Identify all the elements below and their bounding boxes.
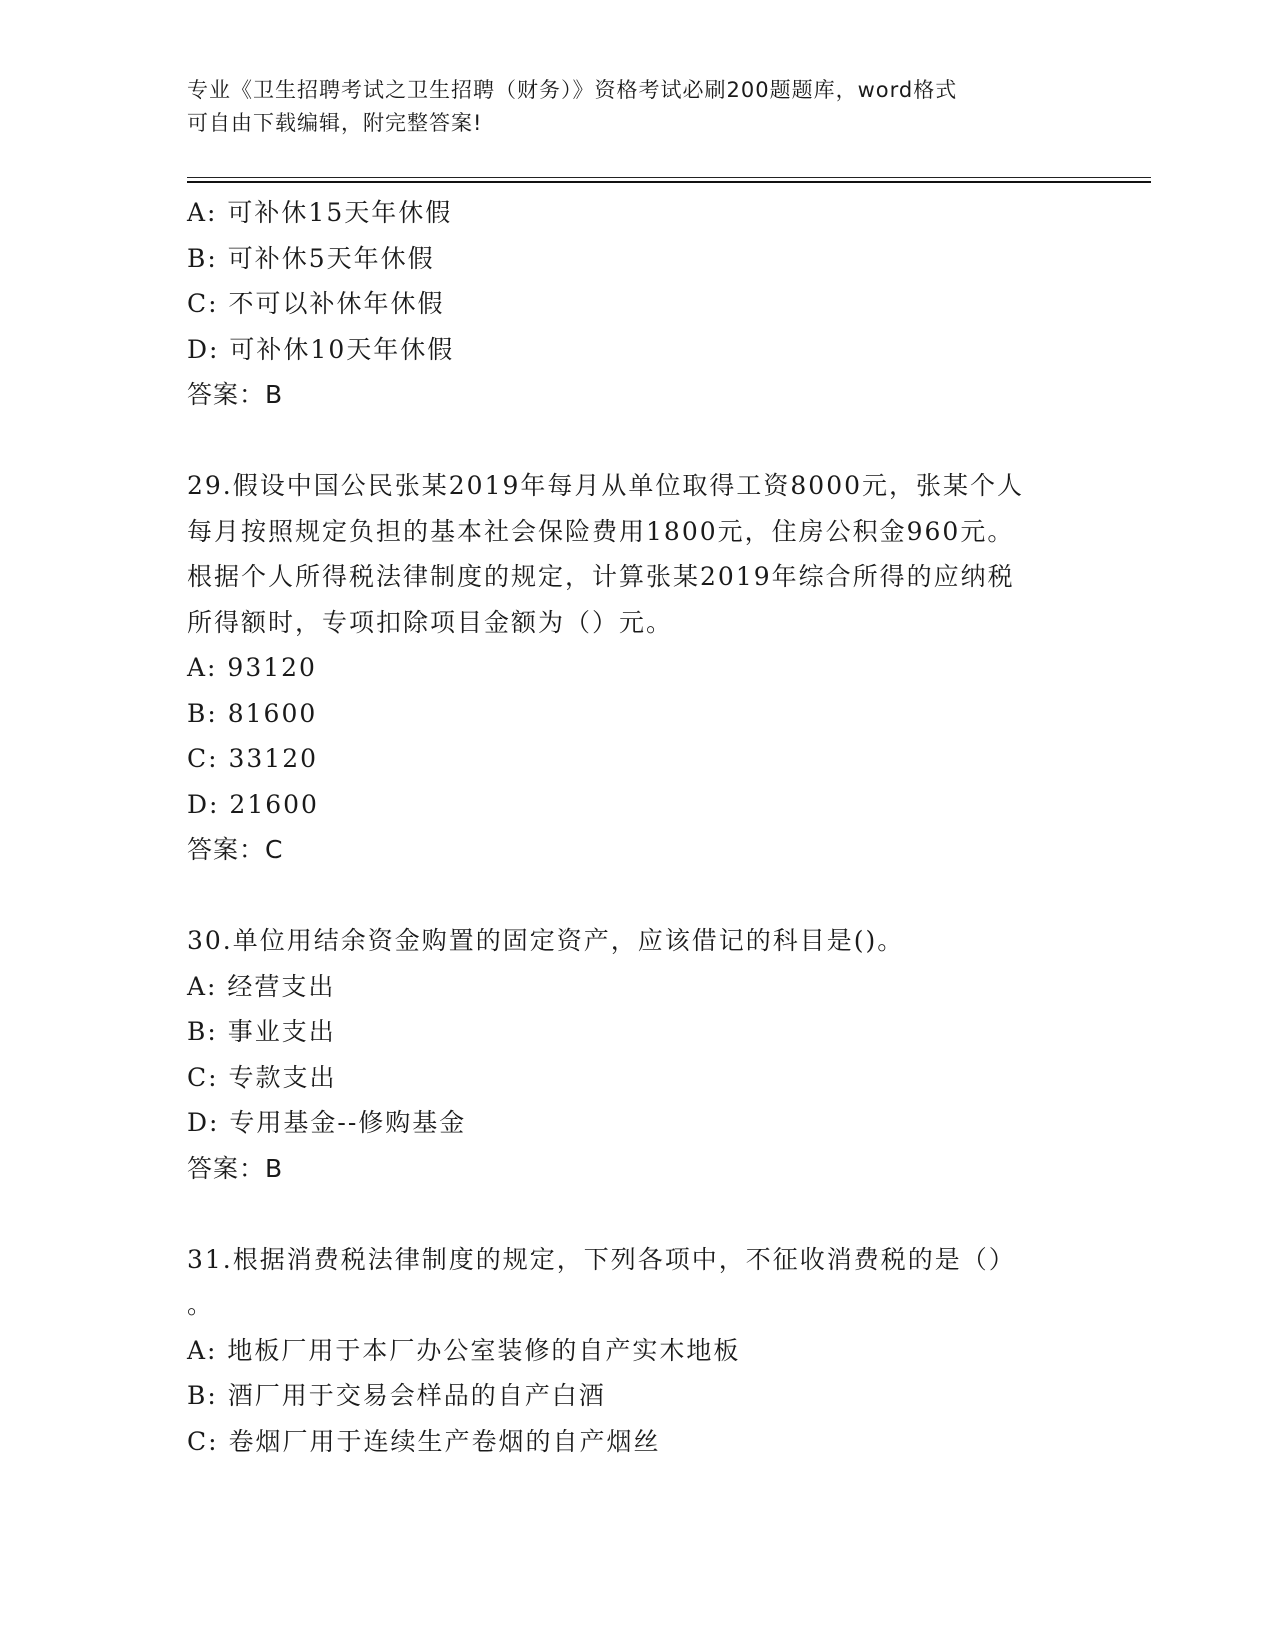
question-text-line: 。 <box>187 1290 215 1319</box>
option-b: B: 可补休5天年休假 <box>187 243 435 273</box>
header-title-line-1: 专业《卫生招聘考试之卫生招聘（财务）》资格考试必刷200题题库，word格式 <box>187 78 958 102</box>
question-text-line: 30.单位用结余资金购置的固定资产，应该借记的科目是()。 <box>187 926 905 955</box>
option-c: C: 不可以补休年休假 <box>187 289 445 318</box>
option-a: A: 地板厂用于本厂办公室装修的自产实木地板 <box>187 1335 741 1365</box>
answer-line: 答案：B <box>187 1153 284 1183</box>
question-31-block <box>187 1237 1087 1465</box>
option-b: B: 事业支出 <box>187 1017 336 1046</box>
option-c: C: 卷烟厂用于连续生产卷烟的自产烟丝 <box>187 1426 661 1456</box>
question-29-block <box>187 463 1087 873</box>
question-text-line: 29.假设中国公民张某2019年每月从单位取得工资8000元，张某个人 <box>187 471 1025 500</box>
option-a: A: 93120 <box>187 653 317 682</box>
question-content <box>187 190 1087 1464</box>
option-a: A: 可补休15天年休假 <box>187 198 453 227</box>
option-b: B: 81600 <box>187 698 318 728</box>
option-d: D: 专用基金--修购基金 <box>187 1108 467 1137</box>
spacer <box>187 418 1087 464</box>
option-b: B: 酒厂用于交易会样品的自产白酒 <box>187 1381 606 1410</box>
header-title-line-2: 可自由下载编辑，附完整答案! <box>187 111 483 135</box>
question-28-block <box>187 190 1087 418</box>
spacer <box>187 873 1087 919</box>
option-d: D: 21600 <box>187 789 319 819</box>
answer-line: 答案：C <box>187 835 284 864</box>
answer-line: 答案：B <box>187 380 284 409</box>
option-c: C: 33120 <box>187 744 319 773</box>
question-30-block <box>187 918 1087 1191</box>
spacer <box>187 1191 1087 1237</box>
option-a: A: 经营支出 <box>187 971 336 1001</box>
document-header <box>187 74 1087 140</box>
question-text-line: 根据个人所得税法律制度的规定，计算张某2019年综合所得的应纳税 <box>187 562 1015 591</box>
header-divider-thin <box>187 177 1151 178</box>
header-divider-thick <box>187 181 1151 183</box>
question-text-line: 所得额时，专项扣除项目金额为（）元。 <box>187 607 674 637</box>
question-text-line: 31.根据消费税法律制度的规定，下列各项中，不征收消费税的是（） <box>187 1244 1016 1274</box>
option-d: D: 可补休10天年休假 <box>187 334 455 364</box>
option-c: C: 专款支出 <box>187 1062 337 1092</box>
question-text-line: 每月按照规定负担的基本社会保险费用1800元，住房公积金960元。 <box>187 516 1015 546</box>
